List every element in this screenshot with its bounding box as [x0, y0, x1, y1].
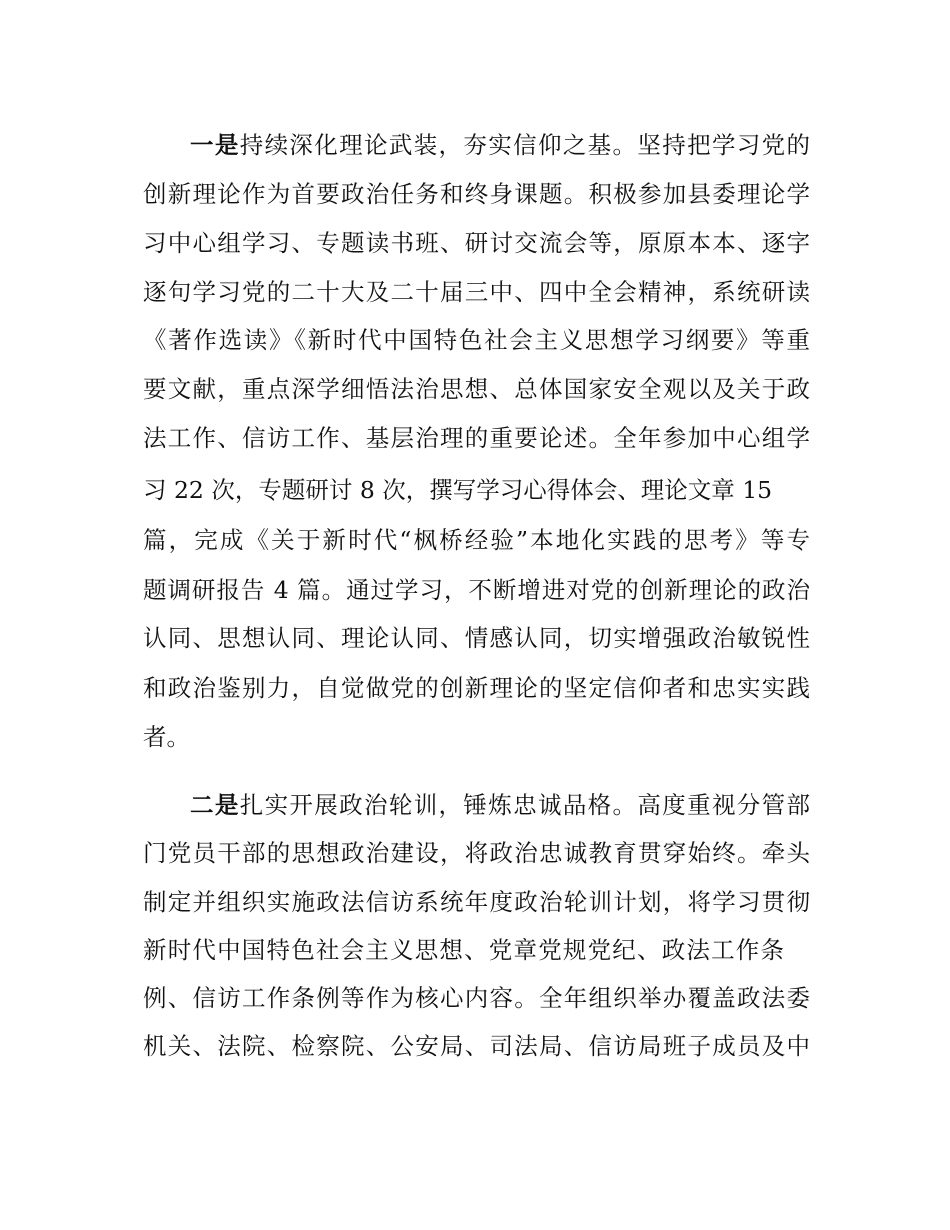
paragraph-line: 《著作选读》《新时代中国特色社会主义思想学习纲要》等重 [143, 326, 810, 354]
paragraph-line: 和政治鉴别力，自觉做党的创新理论的坚定信仰者和忠实实践 [143, 674, 810, 702]
paragraph-line: 篇，完成《关于新时代“枫桥经验”本地化实践的思考》等专 [143, 526, 810, 554]
paragraph-line: 逐句学习党的二十大及二十届三中、四中全会精神，系统研读 [143, 278, 810, 306]
line-text: 扎实开展政治轮训，锤炼忠诚品格。高度重视分管部 [239, 791, 811, 819]
paragraph-line: 者。 [143, 723, 190, 751]
paragraph-line: 门党员干部的思想政治建设，将政治忠诚教育贯穿始终。牵头 [143, 839, 810, 867]
paragraph-line: 例、信访工作条例等作为核心内容。全年组织举办覆盖政法委 [143, 984, 810, 1012]
line-text: 持续深化理论武装，夯实信仰之基。坚持把学习党的 [239, 131, 811, 159]
paragraph-line: 习 22 次，专题研讨 8 次，撰写学习心得体会、理论文章 15 [143, 476, 773, 504]
paragraph-lead: 一是 [190, 131, 240, 159]
paragraph-line: 认同、思想认同、理论认同、情感认同，切实增强政治敏锐性 [143, 624, 810, 652]
paragraph-line: 制定并组织实施政法信访系统年度政治轮训计划，将学习贯彻 [143, 888, 810, 916]
paragraph-line: 创新理论作为首要政治任务和终身课题。积极参加县委理论学 [143, 180, 810, 208]
paragraph-line: 题调研报告 4 篇。通过学习，不断增进对党的创新理论的政治 [143, 576, 810, 604]
paragraph-line: 习中心组学习、专题读书班、研讨交流会等，原原本本、逐字 [143, 229, 810, 257]
paragraph-line: 新时代中国特色社会主义思想、党章党规党纪、政法工作条 [143, 936, 786, 964]
paragraph-lead: 二是 [190, 791, 240, 819]
paragraph-line: 机关、法院、检察院、公安局、司法局、信访局班子成员及中 [143, 1032, 810, 1060]
paragraph-line: 法工作、信访工作、基层治理的重要论述。全年参加中心组学 [143, 424, 810, 452]
paragraph-line [190, 790, 810, 820]
paragraph-line: 要文献，重点深学细悟法治思想、总体国家安全观以及关于政 [143, 375, 810, 403]
paragraph-line [190, 130, 810, 160]
